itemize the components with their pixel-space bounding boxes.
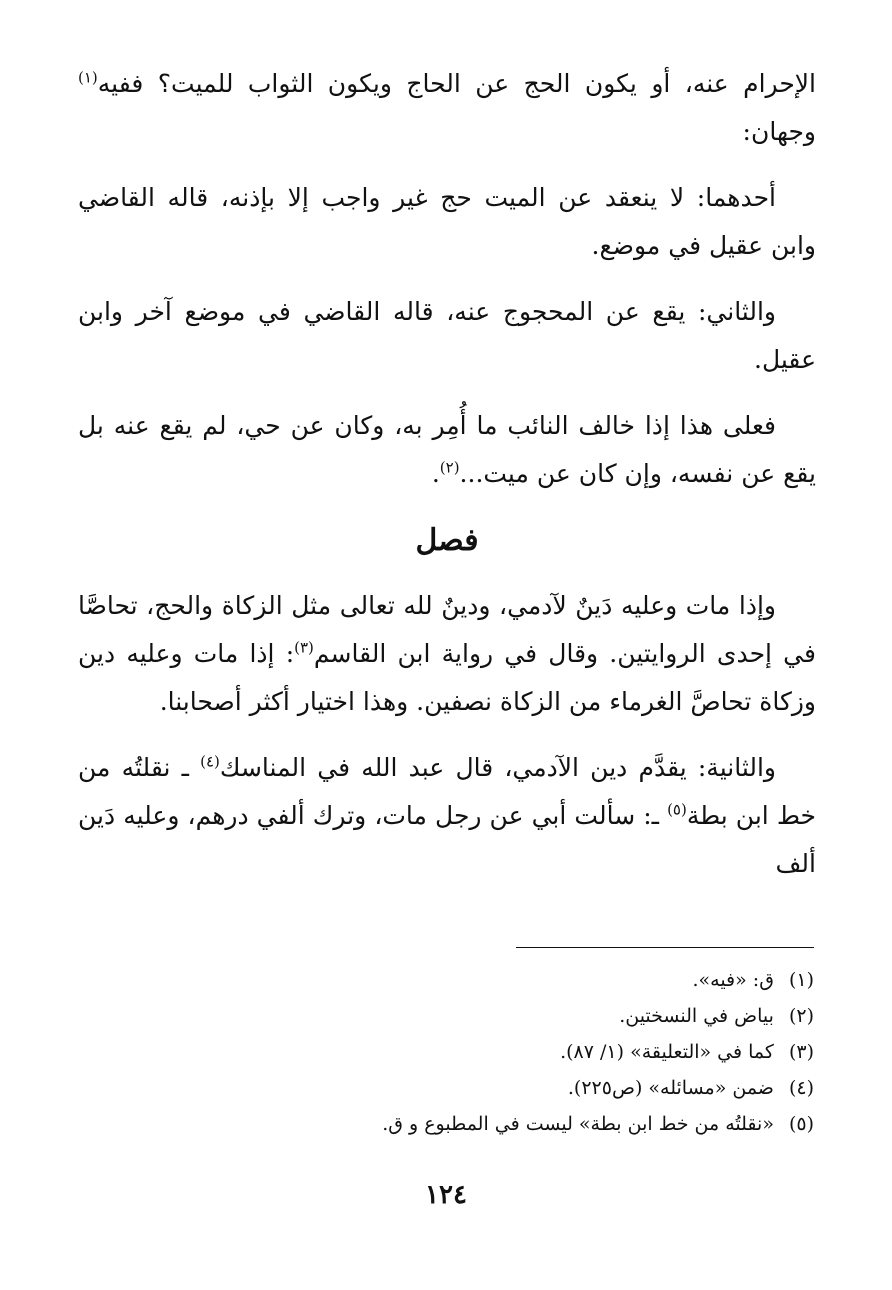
footnote-text: «نقلتُه من خط ابن بطة» ليست في المطبوع و ق.: [382, 1113, 774, 1135]
footnote-text: ق: «فيه».: [692, 969, 774, 991]
footnote-number: (٣): [788, 1041, 814, 1063]
footnote-text: بياض في النسختين.: [619, 1005, 774, 1027]
footnote-number: (٥): [788, 1113, 814, 1135]
paragraph-6: [78, 744, 816, 888]
page-body: [78, 60, 816, 906]
paragraph-6-b: ـ نقلتُه من خط ابن بطة: [78, 753, 816, 830]
footnote-item: [76, 1106, 814, 1142]
footnote-ref-4[interactable]: (٤): [200, 752, 220, 771]
paragraph-2: أحدهما: لا ينعقد عن الميت حج غير واجب إلا بإذنه، قاله القاضي وابن عقيل في موضع.: [78, 183, 816, 260]
paragraph-3: والثاني: يقع عن المحجوج عنه، قاله القاضي في موضع آخر وابن عقيل.: [78, 297, 816, 374]
footnote-number: (١): [788, 969, 814, 991]
paragraph-5b-text: وقال في رواية ابن القاسم: [313, 639, 610, 668]
paragraph-6-c: ـ: سألت أبي عن رجل مات، وترك ألفي درهم، وعليه دَين ألف: [78, 801, 816, 878]
footnote-item: [76, 962, 814, 998]
paragraph-6-a: والثانية: يقدَّم دين الآدمي، قال عبد الله في المناسك: [219, 753, 776, 782]
footnote-text: كما في «التعليقة» (١/ ٨٧).: [560, 1041, 774, 1063]
footnotes-list: [76, 962, 814, 1142]
paragraph-4-tail: .: [431, 459, 440, 488]
footnote-number: (٢): [788, 1005, 814, 1027]
paragraph-1: [78, 60, 816, 156]
footnote-ref-2[interactable]: (٢): [439, 458, 460, 477]
paragraph-4: [78, 402, 816, 498]
footnote-divider: [516, 947, 814, 948]
footnote-item: [76, 1070, 814, 1106]
paragraph-1-tail: وجهان:: [742, 117, 816, 146]
footnote-ref-3[interactable]: (٣): [294, 638, 314, 657]
footnote-item: [76, 1034, 814, 1070]
paragraph-5b-tail: : إذا مات وعليه دين وزكاة تحاصَّ الغرماء من الزكاة نصفين. وهذا اختيار أكثر أصحابنا.: [78, 639, 816, 716]
footnote-text: ضمن «مسائله» (ص٢٢٥).: [567, 1077, 774, 1099]
page-number: ١٢٤: [425, 1180, 467, 1210]
paragraph-5-text: وإذا مات وعليه دَينٌ لآدمي، ودينٌ لله تعالى مثل الزكاة والحج، تحاصَّا في إحدى الروايتين.: [78, 591, 816, 668]
footnote-ref-1[interactable]: (١): [78, 68, 98, 87]
footnote-item: [76, 998, 814, 1034]
paragraph-5: [78, 582, 816, 726]
section-title: فصل: [415, 523, 479, 558]
footnote-number: (٤): [788, 1077, 814, 1099]
paragraph-1-text: الإحرام عنه، أو يكون الحج عن الحاج ويكون الثواب للميت؟ ففيه: [97, 69, 816, 98]
paragraph-4-text: فعلى هذا إذا خالف النائب ما أُمِر به، وكان عن حي، لم يقع عنه بل يقع عن نفسه، وإن كان عن ميت...: [78, 411, 816, 488]
footnote-ref-5[interactable]: (٥): [667, 800, 687, 819]
